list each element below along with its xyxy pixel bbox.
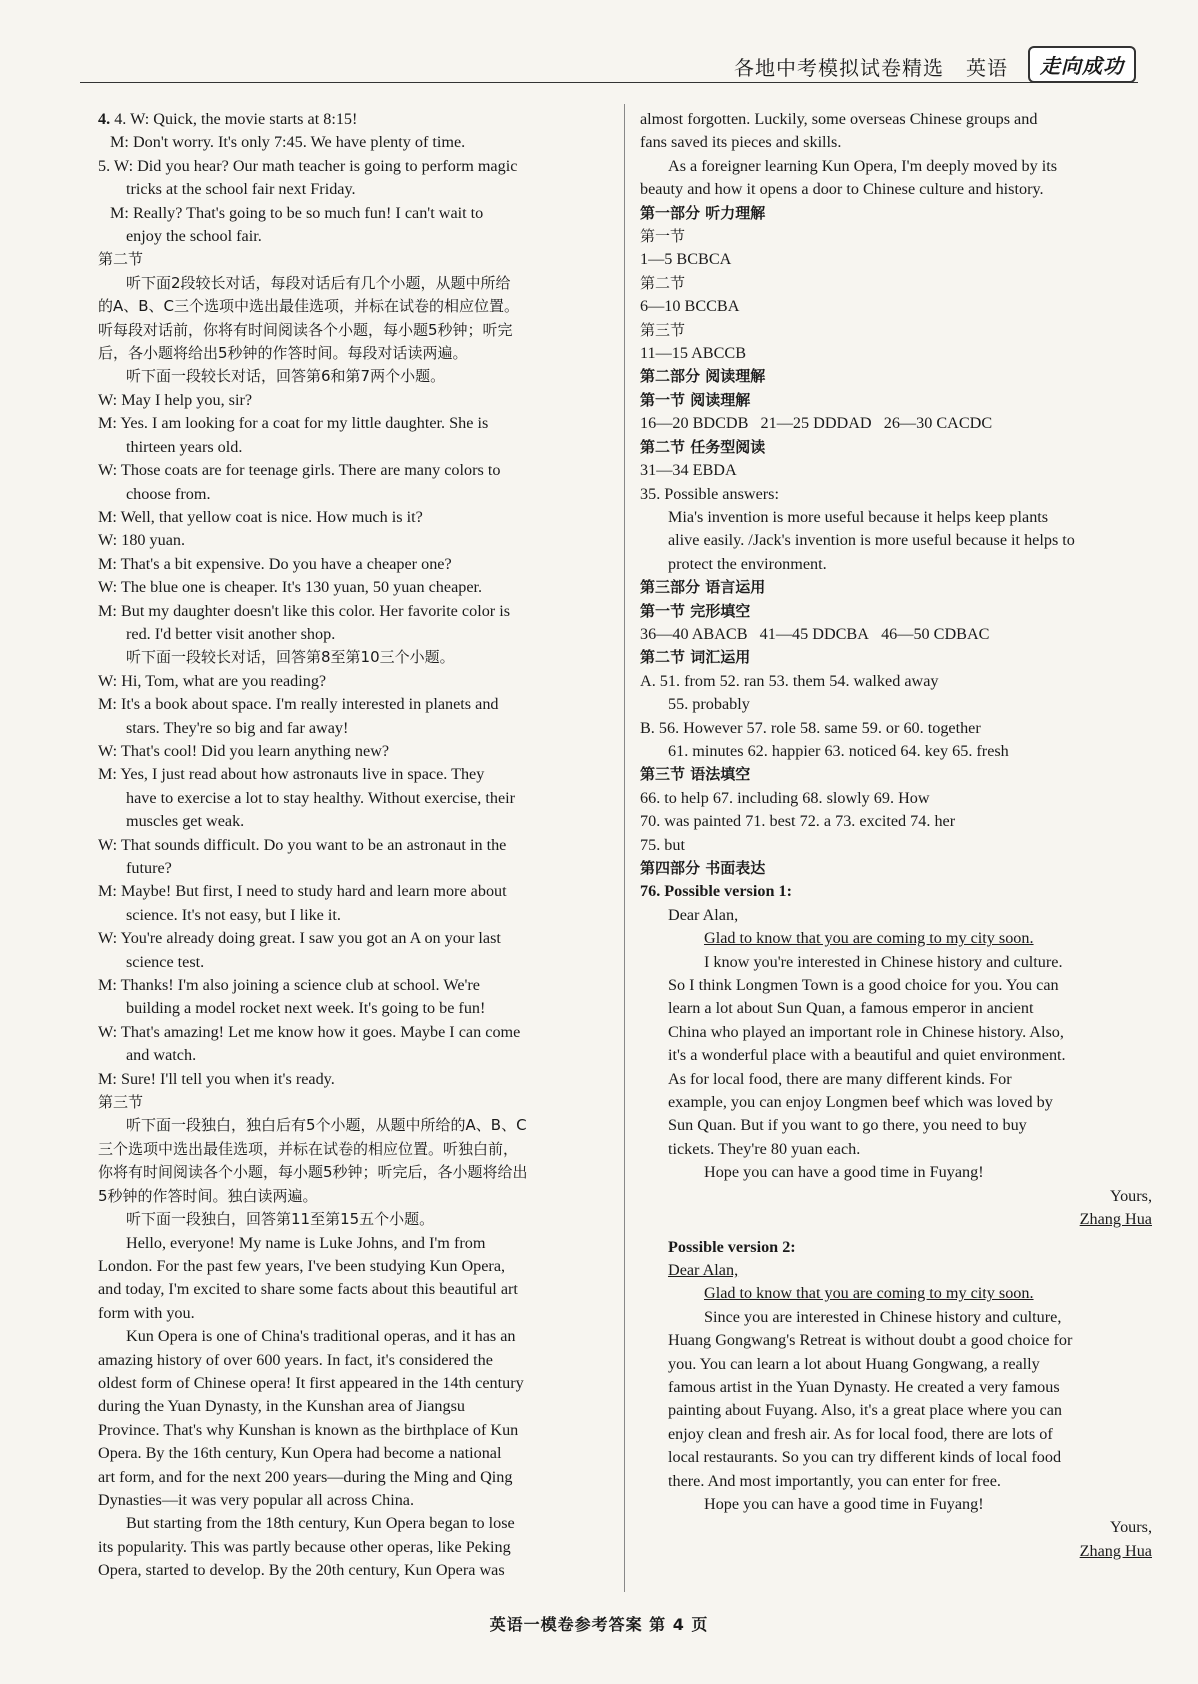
answer-line: 6—10 BCCBA (640, 297, 740, 316)
monologue-line: amazing history of over 600 years. In fact, it's considered the (98, 1350, 493, 1369)
section-heading: 第二节 (98, 250, 144, 269)
instruction-line: 听下面一段独白，回答第11至第15五个小题。 (126, 1210, 435, 1229)
monologue-line: As a foreigner learning Kun Opera, I'm deeply moved by its (668, 156, 1058, 175)
dialogue-line: M: Maybe! But first, I need to study hard and learn more about (98, 882, 507, 901)
header-rule (80, 82, 1138, 83)
letter-line: learn a lot about Sun Quan, a famous emperor in ancient (668, 999, 1034, 1018)
instruction-line: 听下面2段较长对话，每段对话后有几个小题，从题中所给 (126, 273, 511, 292)
answer-group: 16—20 BDCDB (640, 414, 749, 433)
instruction-line: 你将有时间阅读各个小题，每小题5秒钟；听完后，各小题将给出 (98, 1163, 528, 1182)
dialogue-line: W: The blue one is cheaper. It's 130 yuan, 50 yuan cheaper. (98, 578, 483, 597)
dialogue-line: M: Yes. I am looking for a coat for my little daughter. She is (98, 414, 489, 433)
answer-line: B. 56. However 57. role 58. same 59. or 60. together (640, 718, 981, 737)
letter-signature: Zhang Hua (1079, 1210, 1152, 1229)
answer-line (640, 623, 1152, 646)
dialogue-line: M: But my daughter doesn't like this color. Her favorite color is (98, 601, 511, 620)
letter-line: As for local food, there are many different kinds. For (668, 1069, 1012, 1088)
dialogue-line: W: Hi, Tom, what are you reading? (98, 671, 327, 690)
text-line: 4. 4. W: Quick, the movie starts at 8:15! (98, 110, 358, 128)
letter-closing: Yours, (1110, 1518, 1152, 1537)
monologue-line: its popularity. This was partly because other operas, like Peking (98, 1537, 511, 1556)
letter-line: tickets. They're 80 yuan each. (668, 1139, 861, 1158)
dialogue-line: W: That's amazing! Let me know how it goes. Maybe I can come (98, 1022, 521, 1041)
answer-line: 11—15 ABCCB (640, 344, 746, 363)
answer-line (640, 412, 1152, 435)
left-column (98, 108, 608, 1583)
answer-line: alive easily. /Jack's invention is more useful because it helps to (668, 531, 1075, 550)
dialogue-line: choose from. (126, 484, 211, 503)
page-footer: 英语一模卷参考答案 第 4 页 (489, 1615, 709, 1634)
part-heading: 第二部分 阅读理解 (640, 367, 766, 386)
instruction-line: 听下面一段较长对话，回答第6和第7两个小题。 (126, 367, 446, 386)
text-line: tricks at the school fair next Friday. (126, 180, 356, 199)
letter-line: example, you can enjoy Longmen beef which was loved by (668, 1093, 1053, 1112)
monologue-line: oldest form of Chinese opera! It first appeared in the 14th century (98, 1373, 524, 1392)
monologue-line: Hello, everyone! My name is Luke Johns, and I'm from (126, 1233, 486, 1252)
letter-line: it's a wonderful place with a beautiful and quiet environment. (668, 1046, 1066, 1065)
answer-line: protect the environment. (668, 554, 827, 573)
letter-line: Hope you can have a good time in Fuyang! (704, 1494, 984, 1513)
part-heading: 第四部分 书面表达 (640, 859, 766, 877)
answer-line: 66. to help 67. including 68. slowly 69. How (640, 788, 930, 807)
instruction-line: 三个选项中选出最佳选项，并标在试卷的相应位置。听独白前， (98, 1139, 519, 1158)
instruction-line: 的A、B、C三个选项中选出最佳选项，并标在试卷的相应位置。 (98, 297, 520, 316)
dialogue-line: W: That's cool! Did you learn anything new? (98, 741, 390, 760)
letter-closing: Yours, (1110, 1186, 1152, 1205)
version-heading: 76. Possible version 1: (640, 882, 792, 901)
answer-group: 36—40 ABACB (640, 624, 748, 643)
monologue-line: But starting from the 18th century, Kun Opera began to lose (126, 1514, 515, 1533)
dialogue-line: M: Yes, I just read about how astronauts live in space. They (98, 765, 485, 784)
letter-greeting: Dear Alan, (668, 905, 739, 924)
monologue-line: Opera. By the 16th century, Kun Opera had become a national (98, 1444, 502, 1463)
dialogue-line: future? (126, 859, 172, 877)
answer-line: A. 51. from 52. ran 53. them 54. walked away (640, 671, 939, 690)
answer-line: 35. Possible answers: (640, 484, 779, 503)
dialogue-line: science. It's not easy, but I like it. (126, 905, 341, 924)
section-heading: 第二节 词汇运用 (640, 648, 751, 667)
monologue-line: Province. That's why Kunshan is known as the birthplace of Kun (98, 1420, 519, 1439)
text-line: enjoy the school fair. (126, 227, 262, 246)
dialogue-line: science test. (126, 952, 205, 971)
dialogue-line: and watch. (126, 1046, 197, 1065)
dialogue-line: stars. They're so big and far away! (126, 718, 349, 737)
letter-line: Huang Gongwang's Retreat is without doubt a good choice for (668, 1331, 1073, 1350)
section-heading: 第三节 语法填空 (640, 765, 751, 784)
letter-line: local restaurants. So you can try different kinds of local food (668, 1448, 1062, 1467)
answer-group: 26—30 CACDC (883, 414, 993, 433)
answer-line: 61. minutes 62. happier 63. noticed 64. key 65. fresh (668, 741, 1009, 760)
dialogue-line: M: Sure! I'll tell you when it's ready. (98, 1069, 335, 1088)
monologue-line: beauty and how it opens a door to Chinese culture and history. (640, 180, 1044, 199)
answer-line: 55. probably (668, 695, 750, 714)
dialogue-line: W: You're already doing great. I saw you got an A on your last (98, 929, 501, 948)
section-heading: 第一节 (640, 227, 686, 246)
dialogue-line: W: 180 yuan. (98, 531, 186, 550)
answer-group: 21—25 DDDAD (760, 414, 872, 433)
dialogue-line: muscles get weak. (126, 812, 245, 831)
letter-line: you. You can learn a lot about Huang Gongwang, a really (668, 1354, 1040, 1373)
letter-line: enjoy clean and fresh air. As for local food, there are lots of (668, 1424, 1053, 1443)
monologue-line: London. For the past few years, I've been studying Kun Opera, (98, 1256, 506, 1275)
answer-line: 31—34 EBDA (640, 461, 737, 480)
monologue-line: Dynasties—it was very popular all across China. (98, 1490, 415, 1509)
dialogue-line: have to exercise a lot to stay healthy. Without exercise, their (126, 788, 516, 807)
answer-line: 1—5 BCBCA (640, 250, 732, 269)
brand-logo: 走向成功 (1028, 46, 1136, 83)
monologue-line: and today, I'm excited to share some facts about this beautiful art (98, 1280, 518, 1299)
right-column (640, 108, 1152, 1563)
answer-group: 41—45 DDCBA (759, 624, 869, 643)
answer-line: 70. was painted 71. best 72. a 73. excited 74. her (640, 812, 956, 831)
letter-signature: Zhang Hua (1079, 1541, 1152, 1560)
column-divider (624, 104, 625, 1592)
instruction-line: 后，各小题将给出5秒钟的作答时间。每段对话读两遍。 (98, 344, 468, 363)
dialogue-line: W: May I help you, sir? (98, 390, 253, 409)
instruction-line: 听每段对话前，你将有时间阅读各个小题，每小题5秒钟；听完 (98, 320, 513, 339)
version-heading: Possible version 2: (668, 1237, 796, 1256)
monologue-line: Kun Opera is one of China's traditional operas, and it has an (126, 1327, 516, 1346)
letter-line: Glad to know that you are coming to my city soon. (704, 929, 1034, 948)
monologue-line: Opera, started to develop. By the 20th century, Kun Opera was (98, 1561, 505, 1580)
text-line: 5. W: Did you hear? Our math teacher is going to perform magic (98, 156, 518, 175)
answer-group: 46—50 CDBAC (881, 624, 990, 643)
monologue-line: during the Yuan Dynasty, in the Kunshan area of Jiangsu (98, 1397, 465, 1416)
dialogue-line: M: That's a bit expensive. Do you have a cheaper one? (98, 554, 452, 573)
instruction-line: 5秒钟的作答时间。独白读两遍。 (98, 1186, 318, 1205)
part-heading: 第一部分 听力理解 (640, 203, 766, 222)
section-heading: 第二节 (640, 273, 686, 292)
letter-greeting: Dear Alan, (668, 1260, 739, 1279)
part-heading: 第三部分 语言运用 (640, 578, 766, 597)
monologue-line: form with you. (98, 1303, 195, 1322)
section-heading: 第三节 (640, 320, 686, 339)
text-line: M: Really? That's going to be so much fun! I can't wait to (110, 203, 484, 222)
book-title: 各地中考模拟试卷精选 (734, 58, 944, 80)
letter-line: Since you are interested in Chinese history and culture, (704, 1307, 1062, 1326)
letter-line: Sun Quan. But if you want to go there, you need to buy (668, 1116, 1027, 1135)
letter-line: So I think Longmen Town is a good choice for you. You can (668, 976, 1059, 995)
monologue-line: art form, and for the next 200 years—during the Ming and Qing (98, 1467, 513, 1486)
section-heading: 第二节 任务型阅读 (640, 437, 766, 456)
letter-line: painting about Fuyang. Also, it's a great place where you can (668, 1401, 1063, 1420)
letter-line: famous artist in the Yuan Dynasty. He created a very famous (668, 1377, 1060, 1396)
letter-line: China who played an important role in Chinese history. Also, (668, 1022, 1064, 1041)
instruction-line: 听下面一段较长对话，回答第8至第10三个小题。 (126, 648, 455, 667)
dialogue-line: red. I'd better visit another shop. (126, 624, 336, 643)
dialogue-line: W: Those coats are for teenage girls. There are many colors to (98, 461, 501, 480)
text-line: M: Don't worry. It's only 7:45. We have plenty of time. (110, 133, 466, 152)
page-header (0, 0, 1198, 86)
letter-line: Glad to know that you are coming to my city soon. (704, 1284, 1034, 1303)
monologue-line: fans saved its pieces and skills. (640, 133, 842, 152)
dialogue-line: thirteen years old. (126, 437, 243, 456)
subject-label: 英语 (966, 58, 1008, 80)
letter-line: Hope you can have a good time in Fuyang! (704, 1163, 984, 1182)
instruction-line: 听下面一段独白，独白后有5个小题，从题中所给的A、B、C (126, 1116, 527, 1135)
monologue-line: almost forgotten. Luckily, some overseas Chinese groups and (640, 110, 1038, 128)
dialogue-line: building a model rocket next week. It's going to be fun! (126, 999, 486, 1018)
dialogue-line: M: It's a book about space. I'm really interested in planets and (98, 695, 499, 714)
section-heading: 第三节 (98, 1093, 144, 1112)
letter-line: there. And most importantly, you can enter for free. (668, 1471, 1001, 1490)
dialogue-line: M: Well, that yellow coat is nice. How much is it? (98, 507, 423, 526)
dialogue-line: W: That sounds difficult. Do you want to be an astronaut in the (98, 835, 507, 854)
answer-line: Mia's invention is more useful because it helps keep plants (668, 507, 1049, 526)
header-title (734, 52, 1008, 81)
answer-line: 75. but (640, 835, 685, 854)
letter-line: I know you're interested in Chinese history and culture. (704, 952, 1063, 971)
section-heading: 第一节 完形填空 (640, 601, 751, 620)
section-heading: 第一节 阅读理解 (640, 390, 751, 409)
dialogue-line: M: Thanks! I'm also joining a science club at school. We're (98, 976, 480, 995)
